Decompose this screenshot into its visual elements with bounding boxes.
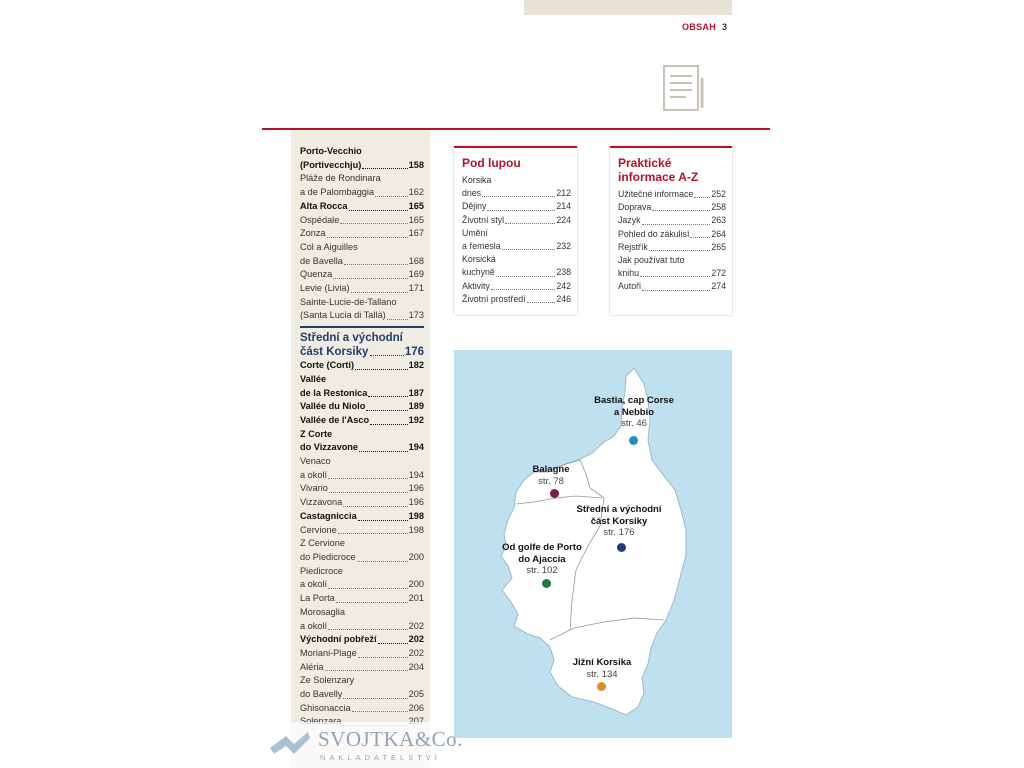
toc-entry-title: Quenza — [300, 269, 333, 280]
toc-entry-title: Umění — [462, 227, 488, 238]
toc-entry — [300, 455, 424, 469]
leader-dots — [355, 369, 408, 370]
toc-entry-page: 263 — [711, 215, 726, 226]
toc-entry — [300, 537, 424, 551]
toc-entry-title: a řemesla — [462, 241, 501, 252]
toc-entry-page: 246 — [556, 293, 571, 304]
toc-entry-title: (Portivecchju) — [300, 159, 362, 170]
map-region-label — [516, 464, 586, 487]
toc-entry — [300, 688, 424, 702]
toc-entry — [300, 428, 424, 442]
toc-entry-title: Dějiny — [462, 201, 487, 212]
toc-entry-title: Ospédale — [300, 214, 340, 225]
leader-dots — [482, 196, 555, 197]
leader-dots — [328, 588, 408, 589]
map-region-marker — [629, 436, 638, 445]
section-title-line2: část Korsiky — [300, 346, 369, 359]
toc-entry-title: Vivario — [300, 483, 328, 494]
leader-dots — [642, 290, 710, 291]
leader-dots — [338, 533, 408, 534]
toc-entry — [300, 606, 424, 620]
toc-entry-title: Doprava — [618, 202, 652, 213]
toc-entry — [618, 241, 726, 254]
toc-entry-page: 212 — [556, 188, 571, 199]
toc-list-top — [300, 145, 424, 323]
toc-entry — [300, 565, 424, 579]
toc-entry-title: Autoři — [618, 281, 641, 292]
toc-entry — [300, 145, 424, 159]
map-region-label — [494, 542, 590, 577]
leader-dots — [652, 210, 710, 211]
toc-entry-page: 168 — [408, 255, 424, 266]
leader-dots — [694, 197, 710, 198]
map-region-marker — [597, 682, 606, 691]
toc-entry-title: Piedicroce — [300, 565, 343, 576]
leader-dots — [387, 319, 408, 320]
toc-entry-title: do Piedicroce — [300, 551, 356, 562]
toc-entry — [618, 201, 726, 214]
toc-entry-title: Vallée du Niolo — [300, 401, 366, 412]
toc-entry — [300, 200, 424, 214]
toc-entry-title: Ze Solenzary — [300, 675, 355, 686]
map-region-marker — [542, 579, 551, 588]
toc-entry-title: Cervione — [300, 524, 337, 535]
toc-entry-page: 264 — [711, 228, 726, 239]
leader-dots — [362, 168, 407, 169]
toc-entry — [462, 280, 571, 293]
toc-entry-page: 232 — [556, 241, 571, 252]
toc-entry — [300, 387, 424, 401]
toc-entry-title: dnes — [462, 188, 482, 199]
top-banner-strip — [524, 0, 732, 15]
toc-entry-page: 165 — [408, 200, 424, 211]
toc-entry — [300, 309, 424, 323]
box-prakticke-informace — [610, 146, 732, 315]
toc-entry-page: 200 — [408, 579, 424, 590]
region-page: str. 78 — [538, 475, 564, 487]
toc-entry-title: Castagniccia — [300, 510, 357, 521]
toc-entry — [300, 296, 424, 310]
region-name: Od golfe de Porto — [502, 542, 582, 553]
toc-entry-page: 194 — [408, 442, 424, 453]
map-region-label — [554, 657, 650, 680]
leader-dots — [352, 711, 408, 712]
leader-dots — [491, 289, 555, 290]
box-title-line2: informace A-Z — [618, 170, 699, 184]
toc-entry-page: 265 — [711, 241, 726, 252]
region-page: str. 134 — [586, 668, 618, 680]
toc-entry — [300, 359, 424, 373]
toc-entry — [462, 227, 571, 240]
toc-entry-title: La Porta — [300, 593, 335, 604]
page-header — [682, 22, 727, 32]
toc-entry — [300, 661, 424, 675]
toc-entry-title: Rejstřík — [618, 241, 648, 252]
toc-entry — [300, 647, 424, 661]
toc-entry — [300, 469, 424, 483]
toc-entry — [300, 510, 424, 524]
toc-entry-page: 258 — [711, 202, 726, 213]
toc-entry-page: 202 — [408, 647, 424, 658]
box-pod-lupou — [454, 146, 577, 315]
toc-entry-page: 201 — [408, 593, 424, 604]
box-title — [618, 156, 726, 184]
toc-entry-page: 272 — [711, 268, 726, 279]
toc-entry-page: 224 — [556, 214, 571, 225]
toc-entry — [300, 159, 424, 173]
toc-entry-title: (Santa Lucia di Tallà) — [300, 310, 386, 321]
toc-entry-title: Corte (Corti) — [300, 360, 355, 371]
leader-dots — [368, 396, 407, 397]
toc-entry-title: Porto-Vecchio — [300, 146, 362, 156]
toc-entry-page: 165 — [408, 214, 424, 225]
toc-entry — [618, 267, 726, 280]
leader-dots — [370, 424, 408, 425]
region-name: Bastia, cap Corse — [594, 395, 674, 406]
toc-entry-title: Aktivity — [462, 280, 490, 291]
map-region-label — [584, 395, 684, 430]
toc-entry — [300, 186, 424, 200]
toc-entry — [462, 240, 571, 253]
region-name: Balagne — [532, 464, 570, 475]
toc-entry — [618, 214, 726, 227]
box-title-line1: Praktické — [618, 156, 672, 170]
leader-dots — [328, 629, 408, 630]
toc-entry-title: Z Cervione — [300, 538, 345, 549]
leader-dots — [349, 210, 408, 211]
leader-dots — [527, 302, 556, 303]
toc-entry-title: Vallée — [300, 373, 327, 384]
toc-entry-title: knihu — [618, 268, 640, 279]
document-icon — [662, 64, 706, 114]
leader-dots — [370, 355, 403, 356]
toc-entry — [300, 592, 424, 606]
toc-entry-page: 214 — [556, 201, 571, 212]
map-region-marker — [617, 543, 626, 552]
leader-dots — [690, 237, 710, 238]
toc-entry-title: a okolí — [300, 579, 328, 590]
toc-entry — [462, 293, 571, 306]
toc-entry — [300, 702, 424, 716]
leader-dots — [344, 264, 408, 265]
toc-entry — [300, 227, 424, 241]
corsica-map — [454, 350, 732, 738]
toc-entry-page: 198 — [408, 510, 424, 521]
section-title-row — [300, 345, 424, 359]
toc-entry — [618, 188, 726, 201]
toc-entry-title: Moriani-Plage — [300, 647, 357, 658]
toc-entry-title: a de Palombaggia — [300, 187, 375, 198]
toc-entry — [462, 174, 571, 187]
toc-entry-title: Levie (Livia) — [300, 283, 350, 294]
toc-list-section — [300, 359, 424, 729]
toc-entry — [300, 255, 424, 269]
section-title: Střední a východní — [300, 332, 403, 345]
toc-entry-title: de la Restonica — [300, 387, 368, 398]
toc-entry — [300, 400, 424, 414]
toc-entry — [618, 280, 726, 293]
toc-entry-page: 189 — [408, 401, 424, 412]
leader-dots — [378, 643, 408, 644]
region-name: Jižní Korsika — [572, 657, 632, 668]
toc-entry — [462, 214, 571, 227]
toc-entry — [300, 482, 424, 496]
toc-entry-page: 194 — [408, 469, 424, 480]
leader-dots — [487, 210, 555, 211]
toc-entry-page: 167 — [408, 228, 424, 239]
watermark-subtitle: NAKLADATELSTVÍ — [320, 753, 441, 762]
leader-dots — [358, 520, 408, 521]
leader-dots — [327, 237, 408, 238]
leader-dots — [496, 276, 556, 277]
leader-dots — [358, 657, 408, 658]
leader-dots — [328, 478, 408, 479]
toc-entry-title: Užitečné informace — [618, 189, 694, 199]
toc-entry — [618, 228, 726, 241]
toc-entry-page: 202 — [408, 634, 424, 645]
leader-dots — [343, 698, 407, 699]
toc-entry-title: a okolí — [300, 620, 328, 631]
toc-entry-page: 252 — [711, 189, 726, 199]
toc-entry-title: Sainte-Lucie-de-Tallano — [300, 296, 397, 307]
toc-entry-title: Životní styl — [462, 214, 505, 225]
toc-entry-title: Z Corte — [300, 428, 333, 439]
leader-dots — [336, 602, 408, 603]
toc-entry-page: 205 — [408, 689, 424, 700]
toc-entry — [300, 373, 424, 387]
map-region-label — [568, 504, 670, 539]
toc-entry — [300, 282, 424, 296]
toc-entry-page: 158 — [408, 159, 424, 170]
leader-dots — [343, 506, 407, 507]
toc-entry-page: 171 — [408, 283, 424, 294]
toc-entry-page: 274 — [711, 281, 726, 292]
leader-dots — [340, 223, 407, 224]
toc-entry-title: Pohled do zákulisí — [618, 228, 690, 239]
toc-entry-title: Col a Aiguilles — [300, 241, 358, 252]
toc-entry-title: Venaco — [300, 456, 331, 467]
leader-dots — [325, 670, 408, 671]
region-name: Střední a východní — [576, 504, 662, 515]
toc-entry — [300, 674, 424, 688]
toc-entry-title: Pláže de Rondinara — [300, 173, 381, 184]
toc-entry-title: Vizzavona — [300, 497, 343, 508]
leader-dots — [642, 224, 711, 225]
toc-section-central-east — [300, 326, 424, 359]
toc-entry — [618, 254, 726, 267]
region-name-line2: do Ajaccia — [518, 553, 566, 565]
toc-entry — [300, 524, 424, 538]
toc-entry-title: a okolí — [300, 469, 328, 480]
box-prakticke-list — [618, 188, 726, 294]
toc-entry — [300, 633, 424, 647]
section-page: 176 — [404, 346, 424, 359]
toc-entry-page: 196 — [408, 483, 424, 494]
toc-entry — [300, 214, 424, 228]
toc-left-column — [300, 145, 424, 729]
leader-dots — [357, 561, 408, 562]
toc-entry-page: 182 — [408, 360, 424, 371]
toc-entry-title: Východní pobřeží — [300, 634, 377, 645]
map-region-marker — [550, 489, 559, 498]
toc-entry — [462, 187, 571, 200]
toc-entry-title: Korsická — [462, 254, 496, 265]
leader-dots — [640, 276, 710, 277]
toc-entry — [462, 200, 571, 213]
toc-entry-title: Jak používat tuto — [618, 255, 685, 266]
toc-entry — [300, 578, 424, 592]
toc-entry — [462, 266, 571, 279]
leader-dots — [375, 196, 408, 197]
box-title: Pod lupou — [462, 156, 521, 170]
toc-entry — [300, 241, 424, 255]
toc-entry-page: 202 — [408, 620, 424, 631]
toc-entry-title: Korsika — [462, 175, 492, 185]
leader-dots — [359, 451, 408, 452]
toc-entry-page: 162 — [408, 187, 424, 198]
leader-dots — [505, 223, 555, 224]
region-page: str. 102 — [526, 565, 558, 576]
toc-entry-title: Jazyk — [618, 215, 641, 226]
toc-entry-title: Alta Rocca — [300, 200, 348, 211]
toc-entry — [300, 414, 424, 428]
region-page: str. 46 — [621, 418, 647, 429]
leader-dots — [502, 249, 556, 250]
watermark-name: SVOJTKA&Co. — [318, 727, 463, 751]
toc-entry-title: Ghisonaccia — [300, 702, 351, 713]
toc-entry — [300, 172, 424, 186]
toc-entry-page: 242 — [556, 280, 571, 291]
leader-dots — [366, 410, 407, 411]
toc-entry — [300, 551, 424, 565]
toc-entry-title: de Bavella — [300, 255, 343, 266]
toc-entry — [300, 496, 424, 510]
toc-entry-page: 200 — [408, 551, 424, 562]
header-section-title: OBSAH — [682, 22, 717, 32]
leader-dots — [329, 492, 408, 493]
toc-entry-title: Životní prostředí — [462, 293, 526, 304]
toc-entry-page: 169 — [408, 269, 424, 280]
toc-entry-page: 196 — [408, 497, 424, 508]
leader-dots — [649, 250, 710, 251]
toc-entry — [300, 441, 424, 455]
publisher-logo-icon — [268, 728, 312, 758]
toc-entry-page: 206 — [408, 702, 424, 713]
toc-entry-title: kuchyně — [462, 267, 495, 278]
toc-entry-title: Aléria — [300, 661, 324, 672]
toc-entry-title: Morosaglia — [300, 606, 345, 617]
toc-entry — [462, 253, 571, 266]
toc-entry-page: 187 — [408, 387, 424, 398]
toc-entry — [300, 268, 424, 282]
toc-entry-title: do Bavelly — [300, 689, 343, 700]
region-page: str. 176 — [603, 527, 635, 538]
toc-entry-page: 204 — [408, 661, 424, 672]
toc-entry-title: do Vizzavone — [300, 442, 359, 453]
toc-entry-page: 238 — [556, 267, 571, 278]
region-name-line2: část Korsiky — [590, 515, 648, 527]
region-name-line2: a Nebbio — [613, 406, 655, 418]
page-number: 3 — [722, 22, 728, 32]
toc-entry — [300, 620, 424, 634]
leader-dots — [351, 292, 408, 293]
toc-entry-page: 173 — [408, 310, 424, 321]
toc-entry-page: 192 — [408, 414, 424, 425]
box-pod-lupou-list — [462, 174, 571, 306]
toc-entry-title: Vallée de l'Asco — [300, 414, 370, 425]
toc-entry-page: 198 — [408, 524, 424, 535]
leader-dots — [333, 278, 407, 279]
toc-entry-title: Zonza — [300, 228, 326, 239]
